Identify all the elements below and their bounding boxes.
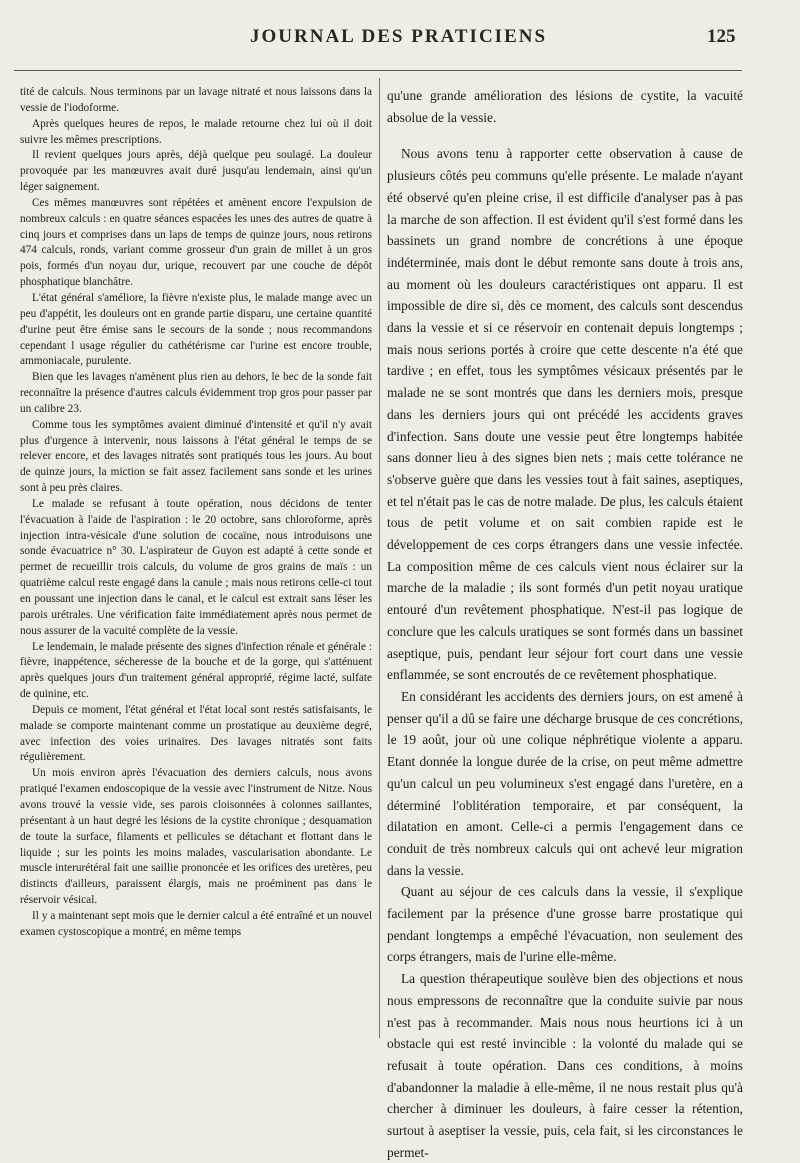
paragraph: Ces mêmes manœuvres sont répétées et amènent encore l'expulsion de nombreux calculs : en quatre séances espacées les unes des autres de quatre à cinq jours et comprises dans un laps de temps de quinze jours, nous retirons 474 calculs, ronds, variant comme grosseur d'un grain de millet à un gros pois, formés d'un noyau dur, urique, recouvert par une couche de dépôt phosphatique blanchâtre. <box>20 196 372 289</box>
journal-title: JOURNAL DES PRATICIENS <box>250 26 548 47</box>
paragraph: Il revient quelques jours après, déjà quelque peu soulagé. La douleur provoquée par les manœuvres avait duré jusqu'au lendemain, ainsi qu'un léger saignement. <box>20 149 372 194</box>
paragraph: Comme tous les symptômes avaient diminué d'intensité et qu'il n'y avait plus d'urgence à intervenir, nous laissons à l'état général le temps de se relever encore, et des lavages nitratés sont pratiqués tous les jours. Au bout de quinze jours, la miction se fait assez facilement sans sonde et les urines sont à peu près claires. <box>20 418 372 495</box>
paragraph: Le lendemain, le malade présente des signes d'infection rénale et générale : fièvre, inappétence, sécheresse de la bouche et de la gorge, qui s'atténuent après quelques jours d'un traitement général approprié, régime lacté, sulfate de quinine, etc. <box>20 640 372 701</box>
paragraph: L'état général s'améliore, la fièvre n'existe plus, le malade mange avec un peu d'appétit, les douleurs ont en grande partie disparu, une certaine quantité d'urine peut être émise sans le secours de la sonde ; nous recommandons cependant l usage régulier du cathétérisme car l'urine est encore trouble, ammoniacale, purulente. <box>20 291 372 368</box>
paragraph: tité de calculs. Nous terminons par un lavage nitraté et nous laissons dans la vessie de l'iodoforme. <box>20 86 372 114</box>
paragraph: Le malade se refusant à toute opération, nous décidons de tenter l'évacuation à l'aide de l'aspiration : le 20 octobre, sans chloroforme, après injection intra-vésicale d'une solution de cocaïne, nous introduisons une sonde évacuatrice n° 30. L'aspirateur de Guyon est adapté à cette sonde et permet de recueillir trois calculs, du volume de gros grains de maïs : un quatrième calcul reste engagé dans la canule ; mais nous retirons celle-ci tout en poussant une injection dans le canal, et le calcul est extrait sans léser les parois urétrales. Une vérification faite immédiatement après nous permet de nous assurer de la vacuité complète de la vessie. <box>20 497 372 637</box>
running-header <box>0 26 800 56</box>
left-column <box>20 85 372 1045</box>
paragraph: Quant au séjour de ces calculs dans la vessie, il s'explique facilement par la présence d'une grosse barre prostatique qui pendant longtemps a empêché l'évacuation, non seulement des corps étrangers, mais de l'urine elle-même. <box>387 884 743 965</box>
paragraph: Nous avons tenu à rapporter cette observation à cause de plusieurs côtés peu communs qu'elle présente. Le malade n'ayant été observé qu'en pleine crise, il est difficile d'analyser pas à pas la marche de son affection. Il est évident qu'il s'est formé dans les bassinets un grand nombre de concrétions à une époque indéterminée, mais dont le début remonte sans doute à trois ans, au moment où les douleurs caractéristiques ont apparu. Il est impossible de dire si, dès ce moment, des calculs sont descendus dans la vessie et si ce réservoir en contenait depuis longtemps ; mais nous serions portés à croire que cette descente n'a été que tardive ; en effet, tous les symptômes vésicaux présentés par le malade ne se sont montrés que dans les derniers mois, presque dans les derniers jours qui ont précédé les accidents graves d'infection. Sans doute une vessie peut être longtemps habitée sans donner lieu à des signes bien nets ; mais cette tolérance ne s'observe guère que dans les vessies tout à fait saines, aseptiques, et tel n'était pas le cas de notre malade. De plus, les calculs étaient tous de petit volume et on sait combien rapide est le développement de ces corps étrangers dans une vessie infectée. La composition même de ces calculs vient nous éclairer sur la marche de la maladie ; ils sont formés d'un petit noyau uratique entouré d'un revêtement phosphatique. N'est-il pas logique de conclure que les calculs uratiques se sont formés dans un bassinet aseptique, puis, pendant leur séjour fort court dans une vessie enflammée, se sont encroutés de ce revêtement phosphatique. <box>387 146 743 683</box>
paragraph: Depuis ce moment, l'état général et l'état local sont restés satisfaisants, le malade se comporte maintenant comme un prostatique au deuxième degré, avec infection des voies urinaires. Des lavages nitratés sont faits régulièrement. <box>20 703 372 764</box>
paragraph: Bien que les lavages n'amènent plus rien au dehors, le bec de la sonde fait reconnaître la présence d'autres calculs évidemment trop gros pour passer par un calibre 23. <box>20 371 372 415</box>
paragraph: En considérant les accidents des derniers jours, on est amené à penser qu'il a dû se faire une décharge brusque de ces concrétions, le 19 août, jour où une colique néphrétique violente a apparu. Etant donnée la longue durée de la crise, on peut même admettre qu'un calcul un peu volumineux s'est engagé dans l'uretère, en a déterminé l'oblitération temporaire, et par conséquent, la dilatation en amont. Celle-ci a permis l'engagement dans ce conduit de très nombreux calculs qui ont achevé leur migration dans la vessie. <box>387 688 743 878</box>
right-column <box>387 85 743 1160</box>
paragraph: Il y a maintenant sept mois que le dernier calcul a été entraîné et un nouvel examen cystoscopique a montré, en même temps <box>20 909 372 938</box>
paragraph: qu'une grande amélioration des lésions de cystite, la vacuité absolue de la vessie. <box>387 88 743 125</box>
paragraph: Après quelques heures de repos, le malade retourne chez lui où il doit suivre les mêmes prescriptions. <box>20 117 372 146</box>
page-number: 125 <box>707 26 736 47</box>
paragraph: La question thérapeutique soulève bien des objections et nous nous empressons de reconnaître que la conduite suivie par nous n'est pas à recommander. Mais nous nous heurtions ici à un obstacle qui est resté invincible : la volonté du malade qui se refusait à toute opération. Dans ces conditions, à moins d'abandonner la maladie à elle-même, il ne nous restait plus qu'à chercher à diminuer les douleurs, à faire cesser la rétention, surtout à aseptiser la vessie, puis, cela fait, si les circonstances le permet- <box>387 971 743 1160</box>
paragraph: Un mois environ après l'évacuation des derniers calculs, nous avons pratiqué l'examen endoscopique de la vessie avec l'instrument de Nitze. Nous avons trouvé la vessie vide, ses parois cloisonnées à colonnes saillantes, présentant à un haut degré les lésions de la cystite chronique ; desquamation de toute la surface, filaments et pellicules se détachant et flottant dans le liquide ; sur les points les moins malades, vascularisation abondante. Le muscle interurétéral fait une saillie prononcée et les orifices des uretères, peu distincts d'ailleurs, paraissent élargis, mais ne proéminent pas dans le réservoir vésical. <box>20 767 372 907</box>
column-divider <box>379 78 380 1038</box>
header-rule <box>14 70 742 71</box>
